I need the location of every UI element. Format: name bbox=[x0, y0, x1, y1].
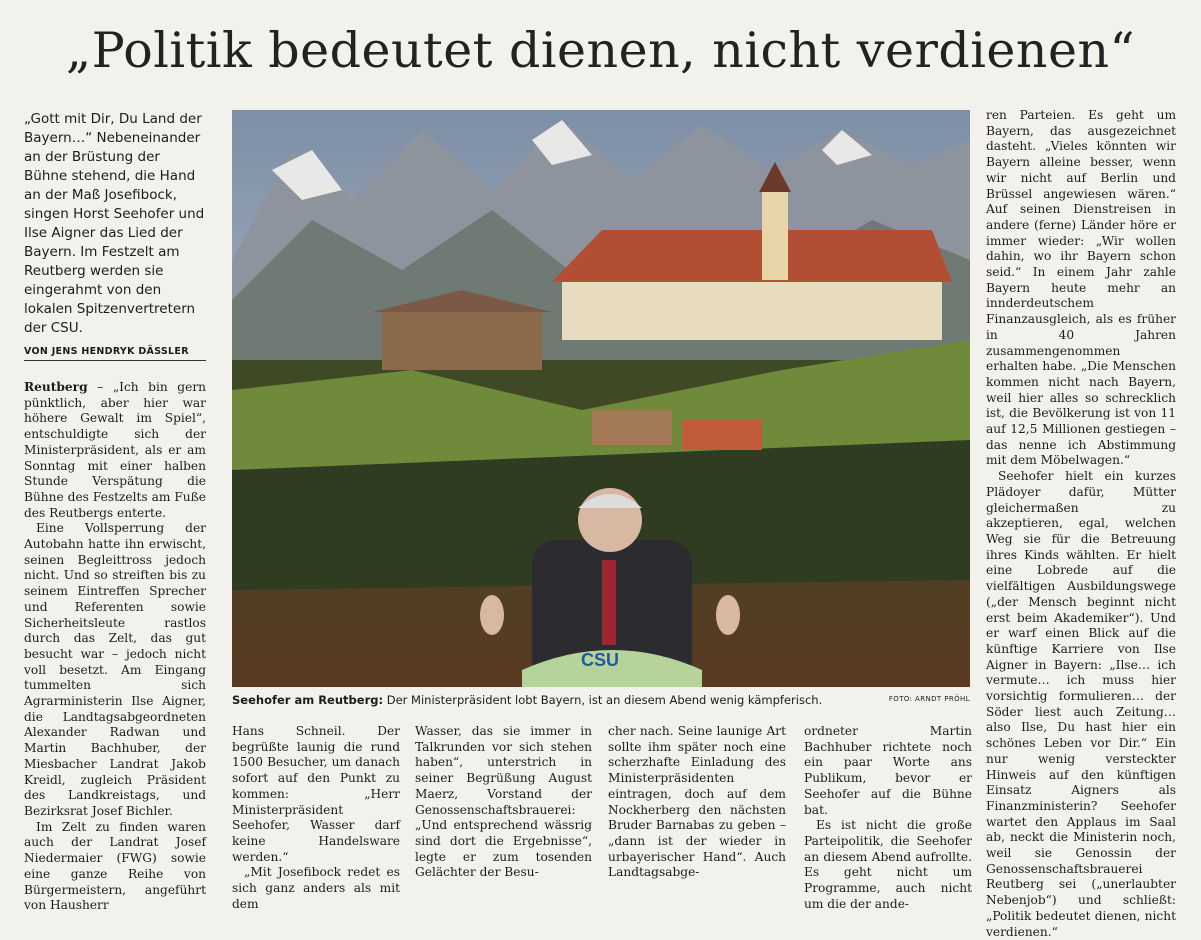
article-column-3 bbox=[415, 724, 592, 881]
byline: VON JENS HENDRYK DÄSSLER bbox=[24, 346, 206, 361]
col3-paragraph-1: Wasser, das sie immer in Talkrunden vor sich stehen haben“, unterstrich in seiner Begrüßung August Maerz, Vorstand der Genossenschaftsbrauerei: „Und entsprechend wässrig sind dort die Ergebnisse“, legte er zum tosenden Gelächter der Besu- bbox=[415, 724, 592, 880]
col2-paragraph-1: Hans Schneil. Der begrüßte launig die rund 1500 Besucher, um danach sofort auf den Punkt zu kommen: „Herr Ministerpräsident Seehofer, Wasser darf keine Handelsware werden.“ bbox=[232, 724, 400, 864]
col6-paragraph-1: ren Parteien. Es geht um Bayern, das ausgezeichnet dasteht. „Vieles könnten wir Bayern alleine besser, wenn wir nicht auf Berlin und Brüssel angewiesen wären.“ Auf seinen Dienstreisen in andere (ferne) Länder höre er immer wieder: „Wir wollen dahin, wo ihr Bayern schon seid.“ In einem Jahr zahle Bayern heute mehr an innderdeutschem Finanzausgleich, als es früher in 40 Jahren zusammengenommen erhalten habe. „Die Menschen kommen nicht nach Bayern, weil hier alles so schrecklich ist, die Bevölkerung ist von 11 auf 12,5 Millionen gestiegen – das nenne ich Abstimmung mit dem Möbelwagen.“ bbox=[986, 108, 1176, 468]
lectern-logo: CSU bbox=[580, 650, 620, 670]
article-column-4 bbox=[608, 724, 786, 881]
article-column-2 bbox=[232, 724, 400, 912]
col4-paragraph-1: cher nach. Seine launige Art sollte ihm später noch eine scherzhafte Einladung des Ministerpräsidenten eintragen, doch auf dem Nockherberg den nächsten Bruder Barnabas zu geben – „dann ist der wieder in urbayerischer Hand“. Auch Landtagsabge- bbox=[608, 724, 786, 880]
headline: „Politik bedeutet dienen, nicht verdienen“ bbox=[65, 22, 1136, 79]
lead-paragraph: „Gott mit Dir, Du Land der Bayern…“ Nebeneinander an der Brüstung der Bühne stehend, die Hand an der Maß Josefibock, singen Horst Seehofer und Ilse Aigner das Lied der Bayern. Im Festzelt am Reutberg werden sie eingerahmt von den lokalen Spitzenvertretern der CSU. bbox=[24, 111, 205, 336]
photo-credit: FOTO: ARNDT PRÖHL bbox=[888, 695, 970, 703]
article-column-1 bbox=[24, 380, 206, 914]
col1-paragraph-2: Eine Vollsperrung der Autobahn hatte ihn erwischt, seinen Begleittross jedoch nicht. Und so streiften bis zu seinem Eintreffen Sprecher und Referenten sowie Sicherheitsleute rastlos durch das Zelt, das gut besucht war – jedoch nicht voll besetzt. Am Eingang tummelten sich Agrarministerin Ilse Aigner, die Landtagsabgeordneten Alexander Radwan und Martin Bachhuber, der Miesbacher Landrat Jakob Kreidl, zugleich Präsident des Landkreistags, und Bezirksrat Josef Bichler. bbox=[24, 521, 206, 818]
col1-paragraph-3: Im Zelt zu finden waren auch der Landrat Josef Niedermaier (FWG) sowie eine ganze Reihe von Bürgermeistern, angeführt von Hausherr bbox=[24, 819, 206, 913]
col6-paragraph-2: Seehofer hielt ein kurzes Plädoyer dafür, Mütter gleichermaßen zu akzeptieren, egal, welchen Weg sie für die Betreuung ihres Kinds wählten. Er hielt eine Lobrede auf die vielfältigen Ausbildungswege („der Mensch beginnt nicht erst beim Akademiker“). Und er warf einen Blick auf die künftige Karriere von Ilse Aigner in Bayern: „Ilse… ich vermute… ich muss hier vorsichtig formulieren… der Söder liest auch Zeitung… also Ilse, Du hast hier ein schönes Leben vor Dir.“ Ein nur wenig versteckter Hinweis auf den künftigen Einsatz Aigners als Finanzministerin? Seehofer wartet den Applaus im Saal ab, neckt die Ministerin noch, weil sie Genossin der Genossenschaftsbrauerei Reutberg sei („unerlaubter Nebenjob“) und schließt: „Politik bedeutet dienen, nicht verdienen.“ bbox=[986, 469, 1176, 939]
col1-paragraph-1: – „Ich bin gern pünktlich, aber hier war höhere Gewalt im Spiel“, entschuldigte sich der Ministerpräsident, als er am Sonntag mit einer halben Stunde Verspätung die Bühne des Festzelts am Fuße des Reutbergs enterte. bbox=[24, 380, 206, 520]
col5-paragraph-2: Es ist nicht die große Parteipolitik, die Seehofer an diesem Abend aufrollte. Es geht nicht um Programme, auch nicht um die der ande- bbox=[804, 818, 972, 911]
col2-paragraph-2: „Mit Josefibock redet es sich ganz anders als mit dem bbox=[232, 865, 400, 911]
caption-lead: Seehofer am Reutberg: bbox=[232, 693, 384, 707]
article-column-5 bbox=[804, 724, 972, 912]
col5-paragraph-1: ordneter Martin Bachhuber richtete noch ein paar Worte ans Publikum, bevor er Seehofer auf die Bühne bat. bbox=[804, 724, 972, 817]
caption-text: Der Ministerpräsident lobt Bayern, ist an diesem Abend wenig kämpferisch. bbox=[383, 693, 823, 707]
article-column-6 bbox=[986, 108, 1176, 940]
dateline: Reutberg bbox=[24, 380, 88, 394]
photo-illustration bbox=[232, 110, 970, 687]
photo-caption bbox=[232, 693, 970, 707]
main-photo bbox=[232, 110, 970, 687]
